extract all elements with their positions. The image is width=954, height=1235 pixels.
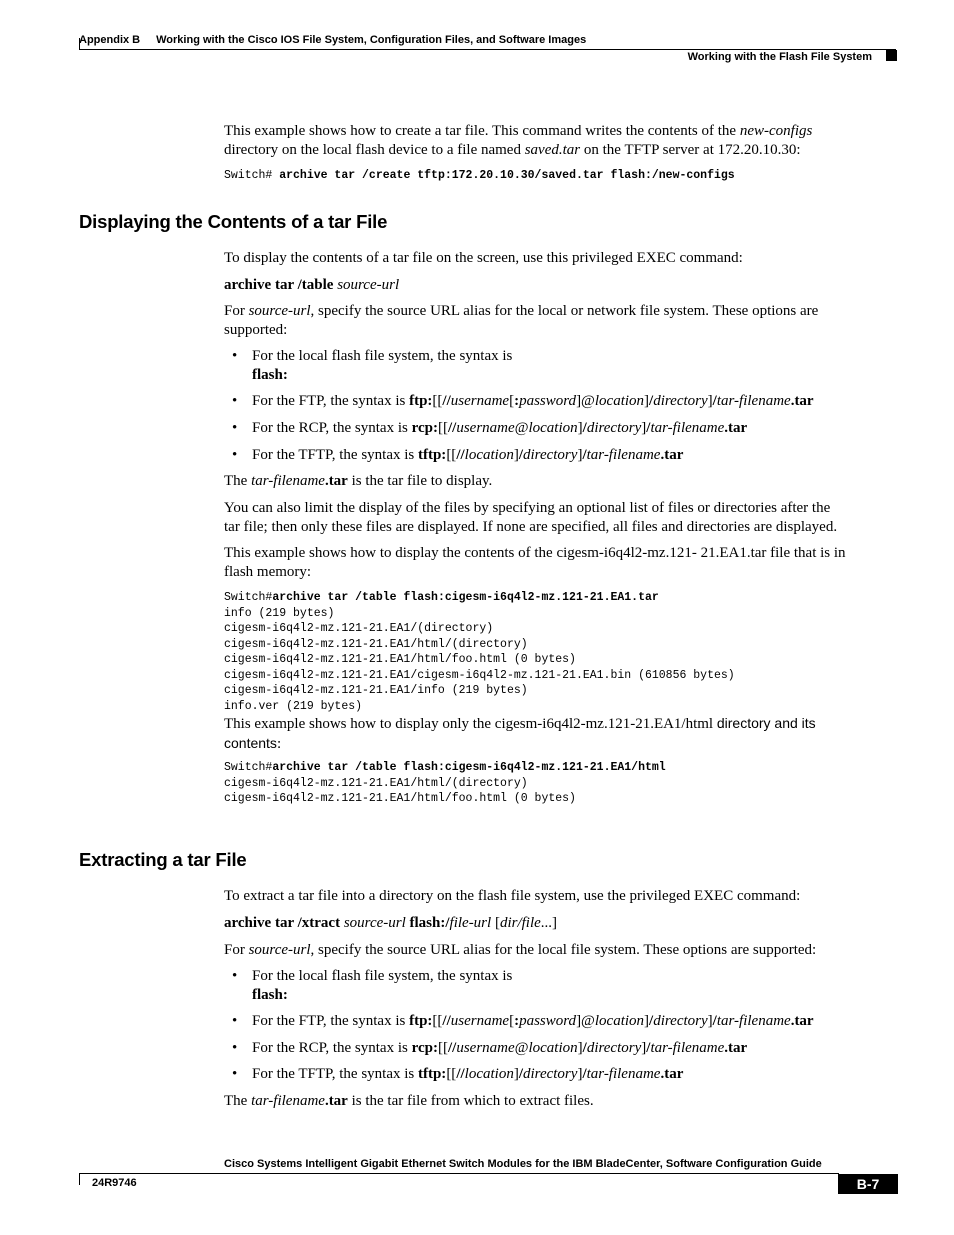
text-italic: username: [456, 1040, 515, 1056]
cmd-arg: source-url: [343, 915, 406, 931]
text: The: [224, 473, 252, 489]
text-italic: tar-filename: [716, 1013, 791, 1029]
appendix-label: Appendix B: [79, 34, 141, 46]
text: ]: [577, 1040, 583, 1056]
text-italic: directory: [653, 1013, 708, 1029]
text-bold: :: [514, 393, 520, 409]
bullet-icon: •: [232, 348, 238, 364]
text-italic: tar-filename: [251, 473, 325, 489]
text: [[: [432, 1013, 443, 1029]
text-bold: //: [456, 1066, 465, 1082]
text: This example shows how to display the contents of the cigesm-i6q4l2-mz.121- 21.EA1.tar file that is in: [224, 545, 846, 561]
text-bold: /: [649, 1013, 654, 1029]
text-bold: /: [518, 1066, 523, 1082]
bullet-icon: •: [232, 1066, 238, 1082]
text: tar file; then only these files are displayed. If none are specified, all files and directories are displayed.: [224, 519, 838, 535]
header-marker: [886, 50, 897, 61]
bullet-icon: •: [232, 420, 238, 436]
code-prompt: Switch#: [224, 591, 273, 604]
text-italic: directory: [586, 420, 642, 436]
text-italic: source-url: [248, 942, 311, 958]
text: ]: [577, 420, 583, 436]
text: is the tar file to display.: [347, 473, 493, 489]
text: directory on the local flash device to a file named: [224, 142, 525, 158]
list-item: [232, 967, 513, 1003]
list-item: [232, 1039, 748, 1058]
paragraph: [224, 1092, 896, 1111]
text-bold: //: [442, 1013, 451, 1029]
text: [: [491, 915, 500, 931]
text: ]: [577, 447, 583, 463]
paragraph: [224, 544, 896, 582]
text-bold: .tar: [790, 1013, 814, 1029]
text-italic: directory: [653, 393, 708, 409]
text-italic: saved.tar: [524, 142, 581, 158]
text-bold: /: [518, 447, 523, 463]
text: , specify the source URL alias for the local file system. These options are supported:: [310, 942, 817, 958]
text-italic: new-configs: [739, 123, 813, 139]
text: The: [224, 1093, 252, 1109]
text: on the TFTP server at 172.20.10.30:: [580, 142, 801, 158]
text-italic: directory: [523, 1066, 578, 1082]
text: ]: [707, 393, 713, 409]
list-item: [232, 1065, 684, 1084]
text-bold: //: [456, 447, 465, 463]
text: For the RCP, the syntax is: [252, 1040, 412, 1056]
cmd-keyword: archive tar /table: [224, 277, 338, 293]
text-bold: .tar: [724, 1040, 748, 1056]
text-bold: ftp:: [409, 393, 433, 409]
bullet-icon: •: [232, 1040, 238, 1056]
list-item: [232, 419, 748, 438]
code-line: cigesm-i6q4l2-mz.121-21.EA1/html/foo.html (0 bytes): [224, 792, 576, 805]
text: flash memory:: [224, 564, 312, 580]
list-item-text: [252, 1039, 747, 1058]
list-item-text: [252, 967, 512, 1005]
code-line: info.ver (219 bytes): [224, 699, 363, 713]
text-bold: /: [712, 1013, 717, 1029]
bullet-icon: •: [232, 1013, 238, 1029]
paragraph: [224, 499, 896, 537]
text-bold: .tar: [324, 1093, 348, 1109]
text-italic: tar-filename: [650, 1040, 725, 1056]
code-line: cigesm-i6q4l2-mz.121-21.EA1/(directory): [224, 622, 494, 635]
text-italic: directory: [523, 447, 578, 463]
list-item: [232, 347, 513, 383]
text-italic: location: [464, 447, 514, 463]
page-number: B-7: [838, 1174, 898, 1194]
footer-doc-id: 24R9746: [92, 1177, 137, 1189]
text: [[: [446, 1066, 457, 1082]
cmd-keyword: archive tar /xtract: [224, 915, 344, 931]
cmd-arg: dir/file: [499, 915, 541, 931]
text: You can also limit the display of the files by specifying an optional list of files or directories after the: [224, 500, 831, 516]
text: directory and its: [716, 715, 816, 731]
text-bold: /: [646, 420, 651, 436]
text-bold: rcp:: [411, 1040, 438, 1056]
text-italic: source-url: [248, 303, 311, 319]
text-bold: rcp:: [411, 420, 438, 436]
code-example-create: [224, 168, 735, 184]
text-bold: //: [442, 393, 451, 409]
text: For the FTP, the syntax is: [252, 393, 410, 409]
list-item-text: [252, 1012, 814, 1031]
header-rule: [79, 49, 896, 50]
text-italic: @: [514, 1040, 529, 1056]
text: ]: [577, 1066, 583, 1082]
text-italic: location: [464, 1066, 514, 1082]
command-syntax: [224, 914, 557, 933]
text-italic: username: [456, 420, 515, 436]
code-line: info (219 bytes): [224, 606, 335, 620]
text: This example shows how to create a tar file. This command writes the contents of the: [224, 123, 740, 139]
text-italic: location: [594, 393, 645, 409]
text-bold: /: [582, 447, 587, 463]
text: For the FTP, the syntax is: [252, 1013, 410, 1029]
code-command: archive tar /table flash:cigesm-i6q4l2-mz.121-21.EA1/html: [272, 761, 666, 774]
text-italic: location: [528, 420, 578, 436]
text: [[: [446, 447, 457, 463]
text-italic: username: [450, 1013, 510, 1029]
code-line: cigesm-i6q4l2-mz.121-21.EA1/html/foo.html (0 bytes): [224, 653, 576, 666]
text: :: [276, 736, 282, 752]
list-item-text: [252, 1065, 683, 1084]
text: [: [509, 1013, 515, 1029]
text: ]@: [576, 1013, 595, 1029]
text: ]: [513, 1066, 519, 1082]
list-item: [232, 392, 814, 411]
text: ]: [644, 393, 650, 409]
running-header: [79, 34, 586, 46]
text-bold: .tar: [660, 447, 684, 463]
text: ]: [707, 1013, 713, 1029]
text: , specify the source URL alias for the local or network file system. These options are: [310, 303, 819, 319]
text: ]@: [576, 393, 595, 409]
text: ]: [641, 1040, 647, 1056]
text-bold: /: [582, 1066, 587, 1082]
text-italic: tar-filename: [586, 1066, 661, 1082]
code-command: archive tar /table flash:cigesm-i6q4l2-mz.121-21.EA1.tar: [272, 591, 659, 604]
text-bold: .tar: [724, 420, 748, 436]
text-bold: .tar: [324, 473, 348, 489]
text-italic: tar-filename: [251, 1093, 325, 1109]
text: supported:: [224, 322, 288, 338]
code-example-table-html: [224, 760, 666, 807]
text-italic: password: [519, 393, 577, 409]
code-line: cigesm-i6q4l2-mz.121-21.EA1/info (219 bytes): [224, 684, 528, 697]
list-item-text: [252, 347, 512, 385]
list-item-text: [252, 446, 683, 465]
text-bold: tftp:: [417, 447, 447, 463]
code-example-table: [224, 590, 735, 714]
footer-tick: [79, 1173, 80, 1185]
text-bold: tftp:: [417, 1066, 447, 1082]
bullet-icon: •: [232, 393, 238, 409]
section-heading-display: Displaying the Contents of a tar File: [79, 211, 388, 232]
text: For the local flash file system, the syntax is: [252, 968, 513, 984]
text: ]: [513, 447, 519, 463]
text: [[: [432, 393, 443, 409]
text: [: [509, 393, 515, 409]
text: For: [224, 303, 249, 319]
text-italic: tar-filename: [586, 447, 661, 463]
text: [[: [438, 420, 448, 436]
code-line: cigesm-i6q4l2-mz.121-21.EA1/html/(directory): [224, 637, 528, 651]
code-prompt: Switch#: [224, 169, 280, 182]
list-item: [232, 1012, 814, 1031]
bullet-icon: •: [232, 968, 238, 984]
cmd-arg: source-url: [337, 277, 400, 293]
paragraph: [224, 941, 896, 960]
text: For the local flash file system, the syntax is: [252, 348, 513, 364]
bullet-icon: •: [232, 447, 238, 463]
list-item-text: [252, 419, 747, 438]
code-line: cigesm-i6q4l2-mz.121-21.EA1/cigesm-i6q4l2-mz.121-21.EA1.bin (610856 bytes): [224, 668, 735, 682]
text-italic: location: [528, 1040, 578, 1056]
text: contents: [224, 735, 277, 751]
paragraph: To display the contents of a tar file on the screen, use this privileged EXEC command:: [224, 250, 743, 266]
text-italic: directory: [586, 1040, 642, 1056]
section-header: Working with the Flash File System: [687, 51, 872, 63]
text: For: [224, 942, 249, 958]
text-bold: //: [448, 1040, 457, 1056]
chapter-title: Working with the Cisco IOS File System, Configuration Files, and Software Images: [156, 34, 587, 46]
text-italic: tar-filename: [716, 393, 791, 409]
section-heading-extract: Extracting a tar File: [79, 849, 247, 870]
code-prompt: Switch#: [224, 761, 273, 774]
intro-paragraph: [224, 122, 896, 160]
text-bold: /: [582, 420, 587, 436]
footer-rule: [79, 1173, 839, 1174]
text-italic: @: [514, 420, 529, 436]
text-bold: .tar: [660, 1066, 684, 1082]
paragraph: [224, 302, 896, 340]
text: This example shows how to display only the cigesm-i6q4l2-mz.121-21.EA1/html: [224, 716, 717, 732]
text-bold: flash:: [252, 367, 288, 383]
list-item-text: [252, 392, 814, 411]
cmd-arg: file-url: [449, 915, 492, 931]
list-item: [232, 446, 684, 465]
text-bold: :: [514, 1013, 520, 1029]
text: ]: [641, 420, 647, 436]
paragraph: [224, 714, 896, 754]
text-bold: .tar: [790, 393, 814, 409]
text: For the RCP, the syntax is: [252, 420, 412, 436]
text-italic: password: [519, 1013, 577, 1029]
text-bold: /: [712, 393, 717, 409]
text-italic: username: [450, 393, 510, 409]
command-syntax: [224, 276, 399, 295]
text-italic: location: [594, 1013, 645, 1029]
paragraph: [224, 472, 896, 491]
text: is the tar file from which to extract files.: [347, 1093, 594, 1109]
cmd-keyword: flash:/: [405, 915, 450, 931]
text: For the TFTP, the syntax is: [252, 447, 418, 463]
text-italic: tar-filename: [650, 420, 725, 436]
text-bold: //: [448, 420, 457, 436]
code-line: cigesm-i6q4l2-mz.121-21.EA1/html/(directory): [224, 776, 528, 790]
text: [[: [438, 1040, 448, 1056]
footer-title: Cisco Systems Intelligent Gigabit Ethernet Switch Modules for the IBM BladeCenter, Software Configuration Guide: [224, 1158, 822, 1170]
text: For the TFTP, the syntax is: [252, 1066, 418, 1082]
text-bold: /: [646, 1040, 651, 1056]
code-command: archive tar /create tftp:172.20.10.30/saved.tar flash:/new-configs: [279, 169, 735, 182]
text-bold: flash:: [252, 987, 288, 1003]
text-bold: ftp:: [409, 1013, 433, 1029]
paragraph: To extract a tar file into a directory on the flash file system, use the privileged EXEC command:: [224, 888, 801, 904]
text: ...]: [540, 915, 558, 931]
text-bold: /: [649, 393, 654, 409]
text: ]: [644, 1013, 650, 1029]
text-bold: /: [582, 1040, 587, 1056]
